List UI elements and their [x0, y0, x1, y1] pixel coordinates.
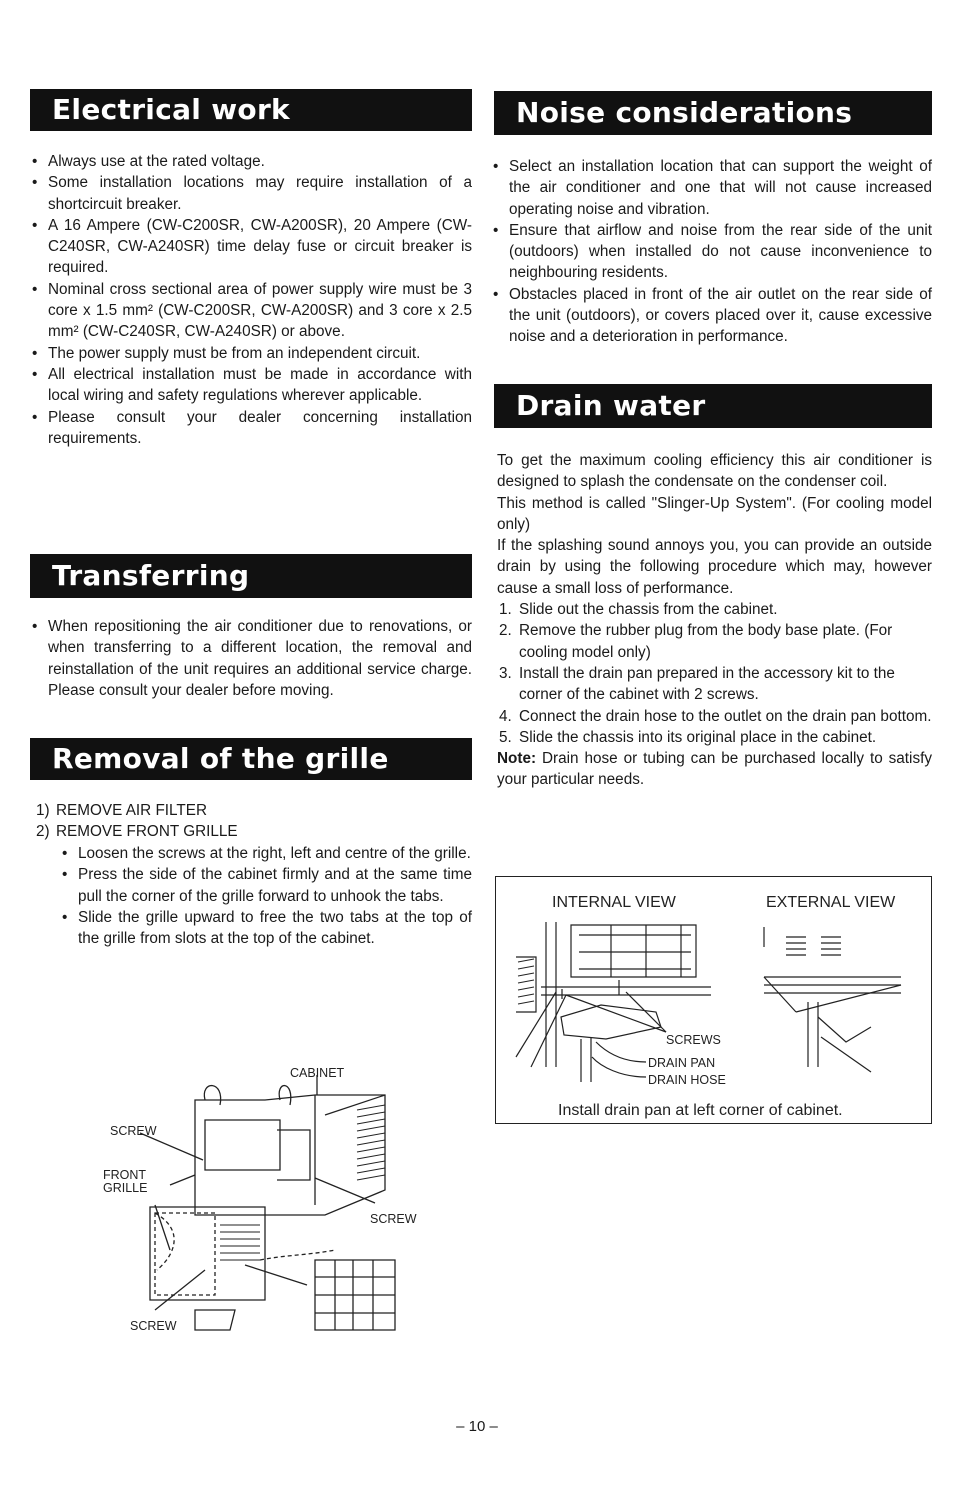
label-external-view: EXTERNAL VIEW	[766, 894, 896, 911]
list-item: • Obstacles placed in front of the air outlet on the rear side of the unit (outdoors), or covers placed over it, cause excessive noise and a deterioration in performance.	[491, 284, 932, 348]
drain-figure-caption: Install drain pan at left corner of cabinet.	[558, 1102, 843, 1119]
drain-water-heading	[494, 384, 932, 428]
list-item: • Select an installation location that can support the weight of the air conditioner and one that will not cause increased operating noise and vibration.	[491, 156, 932, 220]
drain-note	[497, 748, 932, 791]
label-internal-view: INTERNAL VIEW	[552, 894, 676, 911]
electrical-work-list	[30, 151, 472, 449]
label-cabinet: CABINET	[290, 1066, 345, 1080]
list-item: • The power supply must be from an independent circuit.	[30, 343, 472, 364]
drain-figure-box	[495, 876, 932, 1124]
list-item: 5. Slide the chassis into its original place in the cabinet.	[499, 728, 877, 746]
electrical-work-title: Electrical work	[52, 93, 290, 126]
note-label: Note:	[497, 750, 537, 768]
grille-removal-figure	[95, 1055, 435, 1345]
removal-steps	[34, 800, 472, 843]
list-item: • Press the side of the cabinet firmly and at the same time pull the corner of the grille forward to unhook the tabs.	[60, 864, 472, 907]
drain-para-3: If the splashing sound annoys you, you can provide an outside drain by using the following procedure which may, however cause a small loss of performance.	[497, 537, 932, 597]
drain-steps	[497, 599, 932, 748]
noise-heading	[494, 91, 932, 135]
noise-title: Noise considerations	[516, 96, 853, 129]
removal-grille-heading	[30, 738, 472, 780]
list-item: • A 16 Ampere (CW-C200SR, CW-A200SR), 20 Ampere (CW-C240SR, CW-A240SR) time delay fuse or circuit breaker is required.	[30, 215, 472, 279]
label-front-grille-1: FRONT	[103, 1168, 147, 1182]
list-item: 2) REMOVE FRONT GRILLE	[36, 823, 238, 841]
label-drain-hose: DRAIN HOSE	[648, 1073, 726, 1087]
removal-grille-list	[60, 843, 472, 949]
drain-water-body	[497, 450, 932, 791]
list-item: 4. Connect the drain hose to the outlet on the drain pan bottom.	[499, 707, 932, 725]
electrical-work-heading	[30, 89, 472, 131]
list-item: 1. Slide out the chassis from the cabinet.	[499, 601, 778, 619]
label-screws: SCREWS	[666, 1033, 721, 1047]
noise-list	[491, 156, 932, 348]
transferring-list	[30, 616, 472, 701]
drain-para-2: This method is called "Slinger-Up System". (For cooling model only)	[497, 494, 932, 533]
list-item: • Always use at the rated voltage.	[30, 151, 472, 172]
transferring-title: Transferring	[52, 559, 250, 592]
label-front-grille-2: GRILLE	[103, 1181, 148, 1195]
label-screw-right: SCREW	[370, 1212, 417, 1226]
list-item: • Nominal cross sectional area of power supply wire must be 3 core x 1.5 mm² (CW-C200SR, CW-A200SR) and 3 core x 2.5 mm² (CW-C240SR, CW-A240SR) or above.	[30, 279, 472, 343]
transferring-heading	[30, 554, 472, 598]
label-screw-bottom: SCREW	[130, 1319, 177, 1333]
list-item: • All electrical installation must be made in accordance with local wiring and safety regulations wherever applicable.	[30, 364, 472, 407]
list-item: 3. Install the drain pan prepared in the accessory kit to the corner of the cabinet with 2 screws.	[499, 664, 895, 704]
drain-para-1: To get the maximum cooling efficiency this air conditioner is designed to splash the condensate on the condenser coil.	[497, 452, 932, 491]
list-item: • Loosen the screws at the right, left and centre of the grille.	[60, 843, 472, 864]
list-item: • Ensure that airflow and noise from the rear side of the unit (outdoors) when installed do not cause inconvenience to neighbouring residents.	[491, 220, 932, 284]
list-item: • When repositioning the air conditioner due to renovations, or when transferring to a different location, the removal and reinstallation of the unit requires an additional service charge. Please consult your dealer before moving.	[30, 616, 472, 701]
list-item: 2. Remove the rubber plug from the body base plate. (For cooling model only)	[499, 622, 893, 661]
drain-water-title: Drain water	[516, 389, 706, 422]
list-item: • Slide the grille upward to free the two tabs at the top of the grille from slots at the top of the cabinet.	[60, 907, 472, 950]
label-drain-pan: DRAIN PAN	[648, 1056, 716, 1070]
label-screw-top: SCREW	[110, 1124, 157, 1138]
list-item: • Please consult your dealer concerning installation requirements.	[30, 407, 472, 450]
drain-figure	[496, 877, 931, 1123]
note-text: Drain hose or tubing can be purchased locally to satisfy your particular needs.	[497, 750, 932, 789]
list-item: • Some installation locations may require installation of a shortcircuit breaker.	[30, 172, 472, 215]
page-number: – 10 –	[456, 1418, 498, 1435]
list-item: 1) REMOVE AIR FILTER	[36, 802, 208, 819]
removal-grille-title: Removal of the grille	[52, 742, 389, 775]
